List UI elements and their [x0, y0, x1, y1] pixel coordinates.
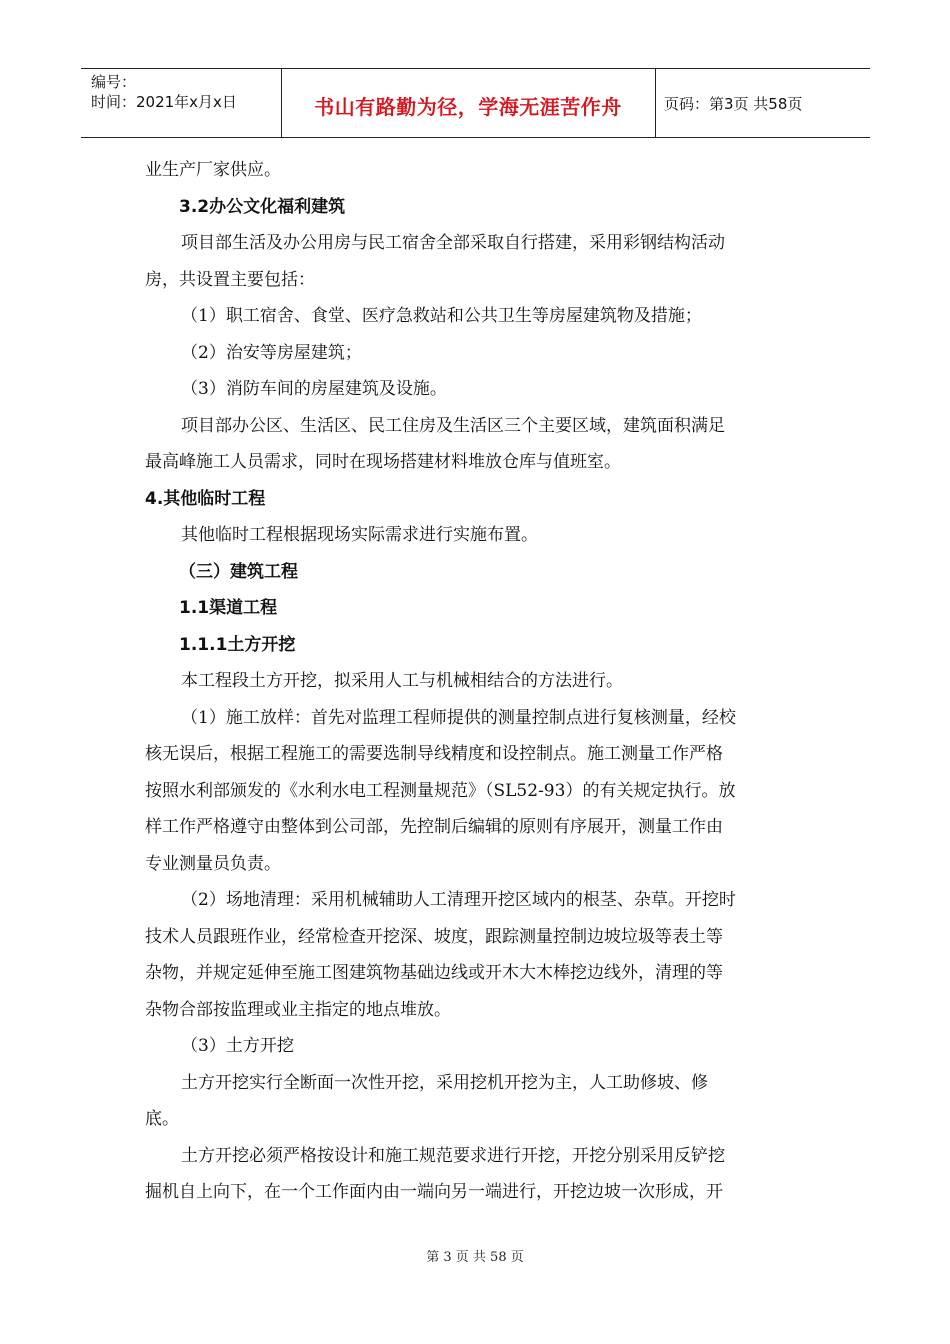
- paragraph-line: 业生产厂家供应。: [145, 160, 281, 180]
- document-time-label: 时间：2021年x月x日: [91, 93, 237, 111]
- paragraph-line: （2）场地清理：采用机械辅助人工清理开挖区域内的根茎、杂草。开挖时: [181, 890, 736, 910]
- list-item: （1）职工宿舍、食堂、医疗急救站和公共卫生等房屋建筑物及措施；: [181, 306, 702, 326]
- paragraph-line: 房，共设置主要包括：: [145, 269, 315, 290]
- section-heading: 3.2办公文化福利建筑: [179, 196, 346, 217]
- paragraph-line: 技术人员跟班作业，经常检查开挖深、坡度，跟踪测量控制边坡垃圾等表土等: [145, 926, 723, 947]
- list-item: （3）消防车间的房屋建筑及设施。: [181, 379, 447, 399]
- section-heading: 1.1.1土方开挖: [179, 634, 296, 655]
- header-page-info: 页码：第3页 共58页: [664, 95, 803, 113]
- paragraph-line: 项目部生活及办公用房与民工宿舍全部采取自行搭建，采用彩钢结构活动: [181, 233, 725, 253]
- paragraph-line: 最高峰施工人员需求，同时在现场搭建材料堆放仓库与值班室。: [145, 452, 621, 472]
- document-number-label: 编号：: [91, 73, 137, 91]
- section-heading: （三）建筑工程: [179, 561, 298, 582]
- list-item: （2）治安等房屋建筑；: [181, 342, 362, 363]
- document-body: [145, 152, 805, 1211]
- page-footer: 第 3 页 共 58 页: [426, 1250, 524, 1265]
- paragraph-line: 专业测量员负责。: [145, 853, 281, 874]
- paragraph-line: 其他临时工程根据现场实际需求进行实施布置。: [181, 525, 538, 545]
- header-meta-cell: [81, 69, 282, 137]
- section-heading: 1.1渠道工程: [179, 598, 278, 618]
- header-motto-cell: [281, 69, 656, 137]
- paragraph-line: 土方开挖实行全断面一次性开挖，采用挖机开挖为主，人工助修坡、修: [181, 1072, 708, 1093]
- paragraph-line: 土方开挖必须严格按设计和施工规范要求进行开挖，开挖分别采用反铲挖: [181, 1145, 725, 1166]
- paragraph-line: 按照水利部颁发的《水利水电工程测量规范》（SL52-93）的有关规定执行。放: [145, 780, 736, 801]
- paragraph-line: 掘机自上向下，在一个工作面内由一端向另一端进行，开挖边坡一次形成，开: [145, 1182, 723, 1202]
- paragraph-line: 样工作严格遵守由整体到公司部，先控制后编辑的原则有序展开，测量工作由: [145, 817, 723, 837]
- paragraph-line: 杂物，并规定延伸至施工图建筑物基础边线或开木大木棒挖边线外，清理的等: [145, 963, 723, 983]
- paragraph-line: 杂物合部按监理或业主指定的地点堆放。: [145, 999, 451, 1020]
- page-header: [81, 68, 870, 138]
- section-heading: 4.其他临时工程: [145, 488, 266, 509]
- paragraph-line: 本工程段土方开挖，拟采用人工与机械相结合的方法进行。: [181, 671, 623, 691]
- header-motto: 书山有路勤为径，学海无涯苦作舟: [314, 95, 622, 119]
- paragraph-line: 项目部办公区、生活区、民工住房及生活区三个主要区域，建筑面积满足: [181, 415, 725, 436]
- paragraph-line: 核无误后，根据工程施工的需要选制导线精度和设控制点。施工测量工作严格: [145, 744, 723, 764]
- paragraph-line: 底。: [145, 1109, 179, 1129]
- paragraph-line: （1）施工放样：首先对监理工程师提供的测量控制点进行复核测量，经校: [181, 707, 736, 728]
- paragraph-line: （3）土方开挖: [181, 1036, 294, 1056]
